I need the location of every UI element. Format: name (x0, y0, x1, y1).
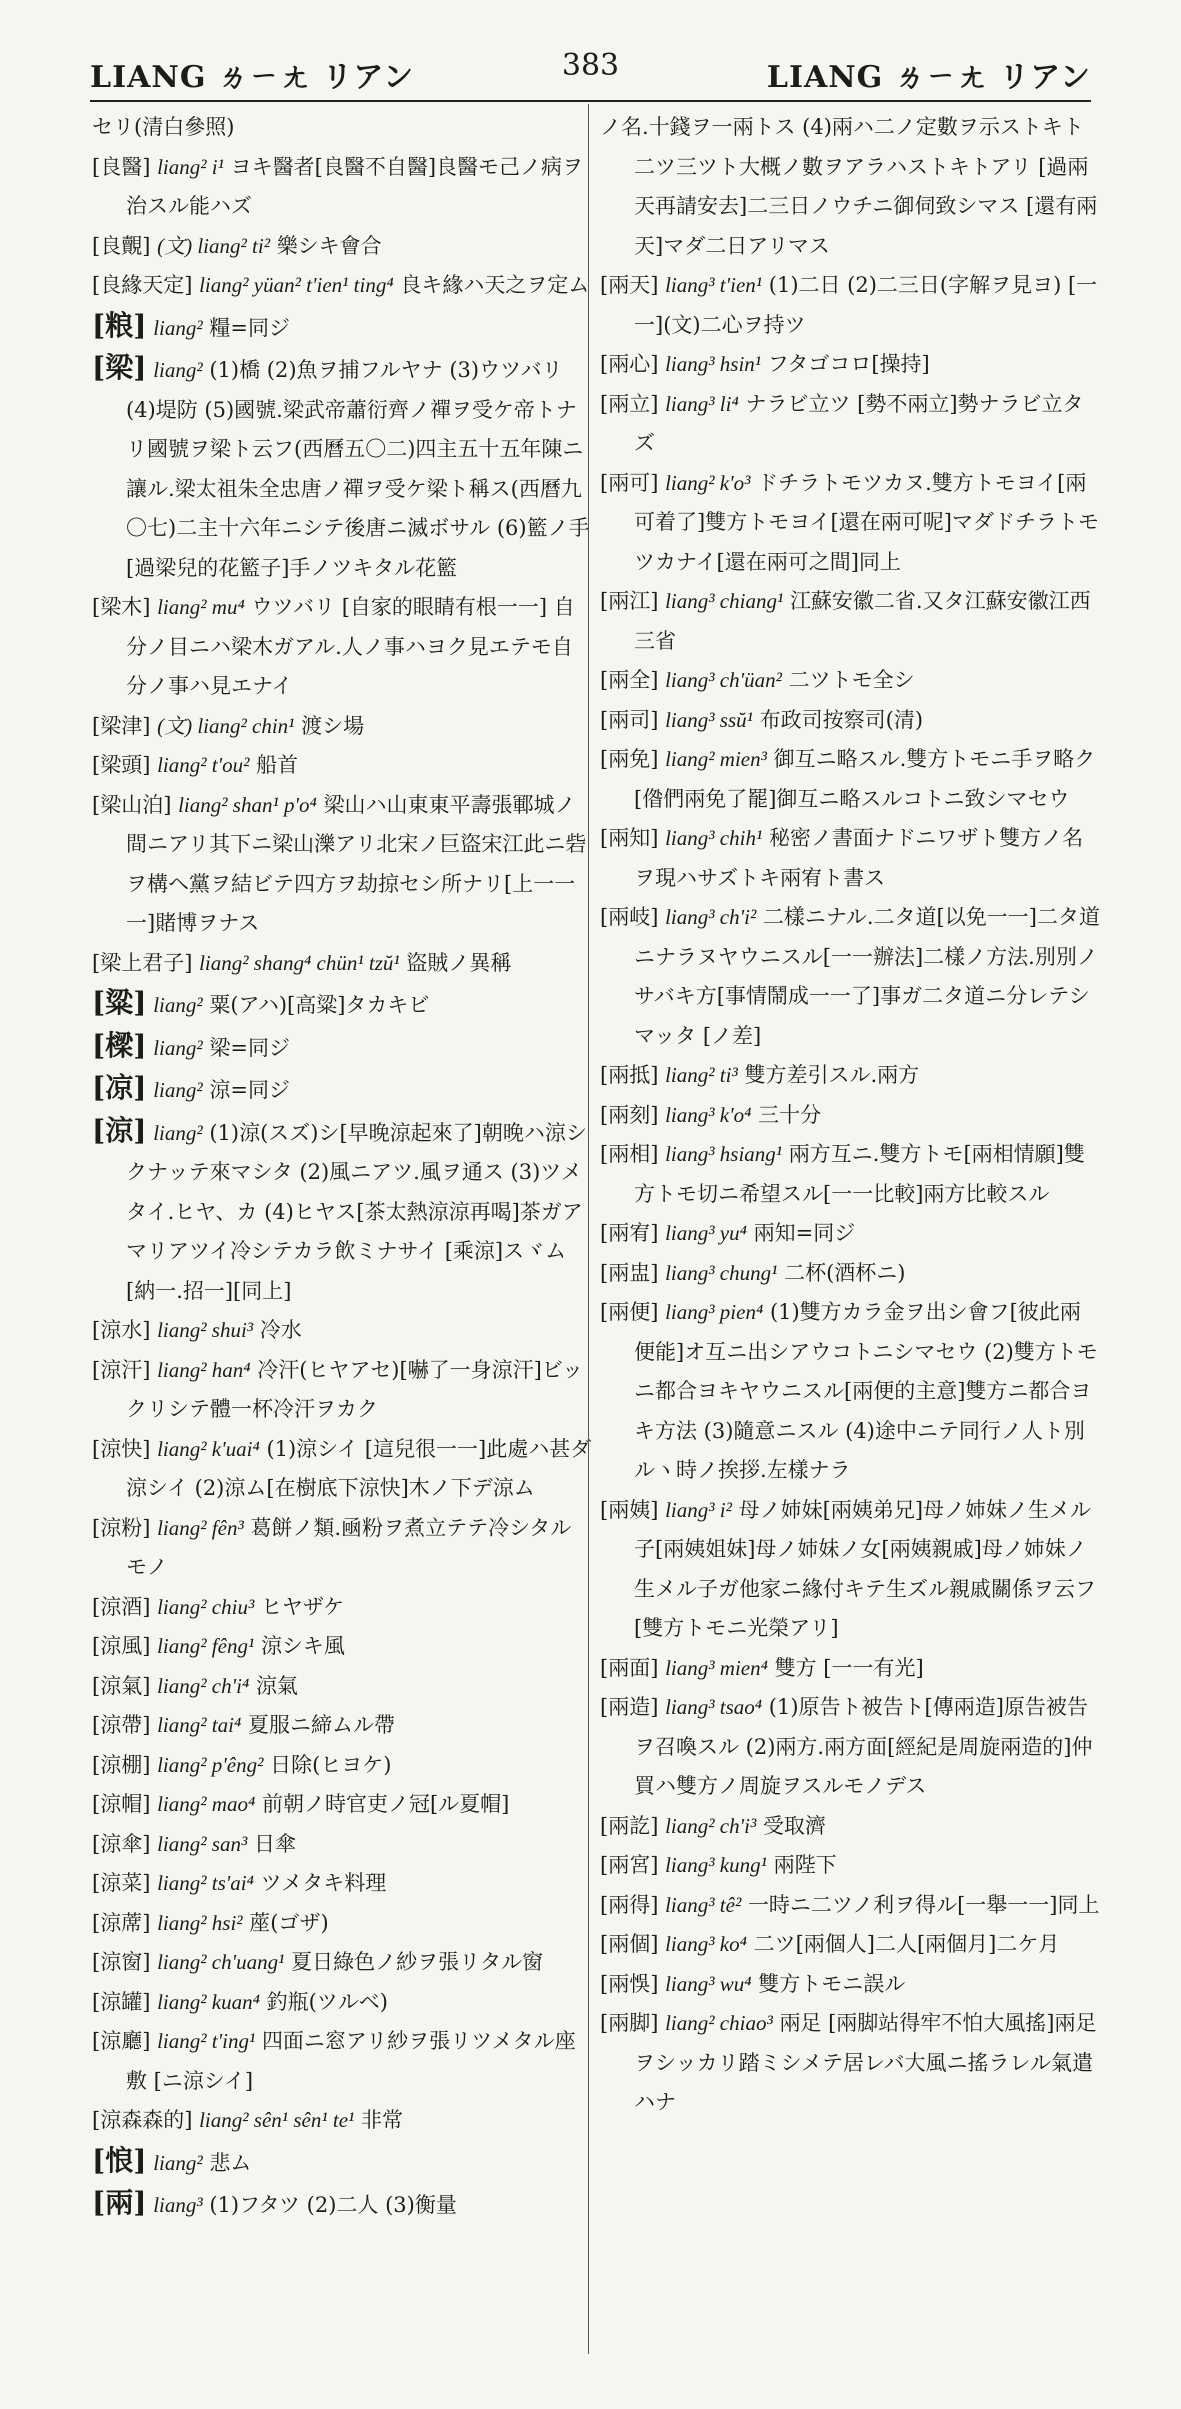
entry-headword: [兩宥] (600, 1221, 659, 1245)
entry-definition: (1)原告ト被告ト[傳兩造]原告被告ヲ召喚スル (2)兩方.兩方面[經紀是周旋兩造的]仲買ハ雙方ノ周旋ヲスルモノデス (634, 1695, 1093, 1798)
dictionary-entry (600, 1688, 1100, 1807)
entry-headword: [涼快] (92, 1436, 151, 1461)
entry-definition: 二ツトモ全シ (788, 668, 915, 692)
dictionary-entry (92, 1746, 592, 1786)
entry-headword: [涼廳] (92, 2029, 151, 2053)
dictionary-entry (600, 701, 1100, 741)
dictionary-entry (600, 1056, 1100, 1096)
entry-definition: (1)涼(スズ)シ[早晚涼起來了]朝晚ハ涼シクナッテ來マシタ (2)風ニアツ.風ヲ通ス (3)ツメタイ.ヒヤ、カ (4)ヒヤス[茶太熱涼涼再喝]茶ガアマリアツイ冷シテカラ飲ミナサイ [乘涼]スヾム [納一.招一][同上] (126, 1120, 587, 1303)
dictionary-entry (600, 1965, 1100, 2005)
entry-definition: 布政司按察司(清) (759, 707, 924, 732)
entry-headword: [兩宮] (600, 1853, 659, 1877)
entry-definition: 蓙(ゴザ) (249, 1910, 329, 1935)
entry-romanization: liang² shui³ (157, 1318, 254, 1342)
entry-definition: (1)フタツ (2)二人 (3)衡量 (209, 2193, 457, 2217)
entry-headword: [涼菜] (92, 1871, 151, 1895)
dictionary-entry (600, 108, 1100, 266)
entry-headword: [兩天] (600, 273, 659, 297)
entry-definition: 船首 (256, 753, 299, 777)
entry-definition: 四面ニ窓アリ紗ヲ張リツメタル座敷 [ニ涼シイ] (126, 2029, 576, 2093)
entry-headword: [梁] (92, 351, 147, 384)
entry-definition: 雙方 [一一有光] (774, 1655, 924, 1680)
dictionary-entry (92, 1509, 592, 1588)
entry-definition: ツメタキ料理 (260, 1871, 387, 1895)
entry-definition: 良キ緣ハ天之ヲ定ム (400, 273, 590, 297)
dictionary-entry (600, 1649, 1100, 1689)
entry-romanization: liang³ hsin¹ (665, 352, 762, 376)
entry-romanization: liang² (153, 358, 203, 382)
entry-definition: 兩知=同ジ (753, 1221, 856, 1245)
entry-headword: [涼帶] (92, 1713, 151, 1737)
entry-definition: 非常 (361, 2108, 404, 2132)
entry-romanization: liang³ ch'üan² (665, 668, 782, 692)
entry-romanization: liang² tai⁴ (157, 1713, 242, 1737)
entry-headword: [梁木] (92, 595, 151, 619)
dictionary-entry (600, 385, 1100, 464)
entry-romanization: liang² mu⁴ (157, 595, 245, 619)
entry-definition: ウツバリ [自家的眼睛有根一一] 自分ノ目ニハ梁木ガアル.人ノ事ハヨク見エテモ自分ノ事ハ見エナイ (126, 595, 575, 698)
dictionary-entry (600, 740, 1100, 819)
entry-romanization: liang³ kung¹ (665, 1853, 767, 1877)
entry-headword: [涼森森的] (92, 2108, 193, 2132)
entry-romanization: liang² yüan² t'ien¹ ting⁴ (199, 273, 394, 297)
dictionary-entry (600, 1925, 1100, 1965)
dictionary-entry (92, 1111, 592, 1312)
entry-headword: [兩個] (600, 1932, 659, 1956)
dictionary-entry (600, 266, 1100, 345)
entry-definition: 雙方トモニ誤ル (758, 1971, 906, 1996)
entry-romanization: liang² (153, 1078, 203, 1102)
entry-headword: [涼水] (92, 1318, 151, 1342)
dictionary-entry (92, 944, 592, 984)
dictionary-entry (92, 1311, 592, 1351)
entry-romanization: liang² shang⁴ chün¹ tzŭ¹ (199, 950, 400, 975)
entry-romanization: liang³ mien⁴ (665, 1655, 768, 1680)
entry-romanization: (文) liang² ti² (157, 233, 270, 258)
dictionary-entry (92, 1026, 592, 1069)
entry-definition: 夏服ニ締ムル帶 (247, 1713, 395, 1737)
entry-romanization: liang³ chih¹ (665, 826, 763, 850)
entry-romanization: liang² mien³ (665, 747, 767, 771)
entry-definition: 受取濟 (762, 1813, 826, 1838)
entry-definition: (1)雙方カラ金ヲ出シ會フ[彼此兩便能]オ互ニ出シアウコトニシマセウ (2)雙方トモニ都合ヨキヤウニスル[兩便的主意]雙方ニ都合ヨキ方法 (3)隨意ニスル (4)途中ニテ同行ノ人ト別ルヽ時ノ挨拶.左樣ナラ (634, 1300, 1098, 1482)
dictionary-entry (92, 1430, 592, 1509)
entry-definition: 御互ニ略スル.雙方トモニ手ヲ略ク[偺們兩免了罷]御互ニ略スルコトニ致シマセウ (634, 747, 1096, 811)
entry-headword: [兩造] (600, 1695, 659, 1719)
entry-headword: [兩訖] (600, 1813, 659, 1838)
entry-romanization: liang³ pien⁴ (665, 1300, 764, 1324)
entry-romanization: liang² k'o³ (665, 470, 751, 495)
entry-definition: 粟(アハ)[高粱]タカキビ (209, 993, 430, 1017)
dictionary-entry (600, 1846, 1100, 1886)
dictionary-entry (600, 2004, 1100, 2123)
entry-romanization: liang² sên¹ sên¹ te¹ (199, 2108, 355, 2132)
entry-romanization: liang² i¹ (157, 154, 224, 179)
entry-definition: 悲ム (209, 2150, 252, 2175)
entry-headword: [良醫] (92, 154, 151, 179)
entry-romanization: liang² p'êng² (157, 1752, 264, 1777)
entry-romanization: liang² (153, 2150, 203, 2175)
dictionary-entry (92, 746, 592, 786)
entry-romanization: liang² shan¹ p'o⁴ (178, 792, 317, 817)
dictionary-entry (92, 148, 592, 227)
entry-definition: 兩陛下 (773, 1853, 837, 1877)
entry-definition: 梁山ハ山東東平壽張鄆城ノ間ニアリ其下ニ梁山濼アリ北宋ノ巨盜宋江此ニ砦ヲ構ヘ黨ヲ結ビテ四方ヲ劫掠セシ所ナリ[上一一一]賭博ヲナス (126, 792, 587, 935)
entry-headword: [粱] (92, 986, 147, 1019)
entry-headword: [涼蓆] (92, 1910, 151, 1935)
entry-headword: [樑] (92, 1028, 147, 1062)
dictionary-entry (92, 1864, 592, 1904)
entry-romanization: liang³ tê² (665, 1892, 742, 1917)
dictionary-entry (92, 2022, 592, 2101)
header-rule (90, 100, 1091, 102)
entry-romanization: liang² chiu³ (157, 1594, 255, 1619)
right-column (600, 108, 1100, 2348)
entry-romanization: liang³ chung¹ (665, 1260, 778, 1285)
entry-headword: [兩知] (600, 826, 659, 850)
dictionary-entry (92, 108, 592, 148)
dictionary-entry (92, 1785, 592, 1825)
dictionary-entry (600, 1807, 1100, 1847)
dictionary-entry (92, 266, 592, 306)
dictionary-entry (92, 786, 592, 944)
entry-headword: [兩江] (600, 589, 659, 613)
entry-headword: [梁津] (92, 713, 151, 738)
entry-romanization: liang² t'ing¹ (157, 2029, 256, 2053)
entry-definition: 二樣ニナル.二タ道[以免一一]二タ道ニナラヌヤウニスル[一一辦法]二樣ノ方法.別別ノサバキ方[事情鬧成一一了]事ガ二タ道ニ分レテシマッタ [ノ差] (634, 905, 1100, 1048)
entry-headword: [兩刻] (600, 1102, 659, 1127)
dictionary-entry (92, 348, 592, 588)
entry-headword: [悢] (92, 2143, 147, 2177)
entry-definition: セリ(清白參照) (92, 115, 235, 139)
left-column (92, 108, 592, 2348)
dictionary-entry (600, 464, 1100, 583)
entry-headword: [兩盅] (600, 1260, 659, 1285)
dictionary-entry (600, 345, 1100, 385)
entry-romanization: liang² (153, 315, 203, 340)
column-divider (588, 104, 589, 2354)
entry-romanization: liang² san³ (157, 1831, 248, 1856)
entry-definition: 夏日綠色ノ紗ヲ張リタル窗 (291, 1950, 544, 1974)
dictionary-entry (92, 983, 592, 1026)
entry-headword: [兩抵] (600, 1063, 659, 1087)
entry-definition: 秘密ノ書面ナドニワザト雙方ノ名ヲ現ハサズトキ兩宥ト書ス (634, 826, 1084, 890)
entry-romanization: liang² fêng¹ (157, 1634, 255, 1658)
entry-headword: [涼棚] (92, 1752, 151, 1777)
entry-definition: 前朝ノ時官吏ノ冠[ル夏帽] (261, 1792, 510, 1816)
entry-definition: (1)涼シイ [這兒很一一]此處ハ甚ダ涼シイ (2)涼ム[在樹底下涼快]木ノ下デ涼ム (126, 1436, 592, 1500)
entry-headword: [兩] (92, 2186, 147, 2219)
dictionary-entry (92, 1588, 592, 1628)
dictionary-entry (600, 898, 1100, 1056)
dictionary-entry (92, 2101, 592, 2141)
entry-definition: 盜賊ノ異稱 (406, 950, 512, 975)
entry-headword: [兩免] (600, 747, 659, 771)
entry-headword: [梁山泊] (92, 792, 172, 817)
entry-definition: ヨキ醫者[良醫不自醫]良醫モ己ノ病ヲ治スル能ハズ (126, 154, 584, 218)
dictionary-entry (92, 1068, 592, 1111)
entry-romanization: liang³ tsao⁴ (665, 1695, 763, 1719)
entry-headword: [涼傘] (92, 1831, 151, 1856)
entry-definition: 二杯(酒杯ニ) (784, 1260, 906, 1285)
entry-definition: 雙方差引スル.兩方 (744, 1063, 920, 1087)
entry-definition: 葛餅ノ類.凾粉ヲ煮立テテ冷シタルモノ (126, 1515, 572, 1579)
entry-headword: [涼帽] (92, 1792, 151, 1816)
entry-romanization: liang³ ssŭ¹ (665, 707, 753, 732)
entry-headword: [涼罐] (92, 1989, 151, 2014)
entry-romanization: liang² mao⁴ (157, 1792, 256, 1816)
entry-romanization: liang³ t'ien¹ (665, 273, 763, 297)
entry-romanization: liang³ ch'i² (665, 905, 757, 929)
entry-romanization: liang² k'uai⁴ (157, 1436, 260, 1461)
dictionary-entry (600, 819, 1100, 898)
running-header (90, 40, 1091, 100)
dictionary-entry (92, 1627, 592, 1667)
entry-romanization: liang² han⁴ (157, 1357, 251, 1382)
entry-definition: フタゴコロ[操持] (767, 352, 930, 376)
entry-headword: [兩得] (600, 1892, 659, 1917)
entry-headword: [涼風] (92, 1634, 151, 1658)
entry-headword: [兩立] (600, 391, 659, 416)
dictionary-entry (92, 588, 592, 707)
entry-headword: [兩可] (600, 470, 659, 495)
entry-definition: 母ノ姉妹[兩姨弟兄]母ノ姉妹ノ生メル子[兩姨姐妹]母ノ姉妹ノ女[兩姨親戚]母ノ姉妹ノ生メル子ガ他家ニ緣付キテ生ズル親戚關係ヲ云フ [雙方トモニ光榮アリ] (634, 1497, 1096, 1640)
entry-romanization: (文) liang² chin¹ (157, 713, 295, 738)
entry-definition: 一時ニ二ツノ利ヲ得ル[一舉一一]同上 (747, 1892, 1100, 1917)
entry-definition: 三十分 (758, 1102, 822, 1127)
dictionary-entry (92, 1983, 592, 2023)
entry-romanization: liang² ts'ai⁴ (157, 1871, 254, 1895)
entry-definition: (1)二日 (2)二三日(字解ヲ見ヨ) [一一](文)二心ヲ持ツ (634, 273, 1098, 337)
entry-romanization: liang² ch'i³ (665, 1813, 757, 1838)
dictionary-entry (92, 2183, 592, 2226)
dictionary-entry (600, 1214, 1100, 1254)
entry-headword: [涼酒] (92, 1594, 151, 1619)
entry-definition: 糧=同ジ (209, 315, 290, 340)
entry-headword: [兩全] (600, 668, 659, 692)
entry-definition: 江蘇安徽二省.又タ江蘇安徽江西三省 (634, 589, 1091, 653)
entry-definition: (1)橋 (2)魚ヲ捕フルヤナ (3)ウツバリ (4)堤防 (5)國號.梁武帝蕭衍齊ノ禪ヲ受ケ帝トナリ國號ヲ梁ト云フ(西曆五〇二)四主五十五年陳ニ讓ル.梁太祖朱全忠唐ノ禪ヲ受ケ梁ト稱ス(西曆九〇七)二主十六年ニシテ後唐ニ滅ボサル (6)籃ノ手[過梁兒的花籃子]手ノツキタル花籃 (126, 358, 590, 580)
entry-headword: [涼粉] (92, 1515, 151, 1540)
dictionary-entry (92, 227, 592, 267)
entry-headword: [兩姨] (600, 1497, 659, 1522)
entry-headword: [梁頭] (92, 753, 151, 777)
header-left: LIANG ㄌㄧㄤ リアン (90, 60, 415, 95)
entry-headword: [兩悞] (600, 1971, 659, 1996)
entry-headword: [梁上君子] (92, 950, 193, 975)
entry-romanization: liang³ li⁴ (665, 391, 739, 416)
dictionary-entry (92, 1825, 592, 1865)
entry-romanization: liang³ (153, 2193, 203, 2217)
entry-headword: [兩便] (600, 1300, 659, 1324)
entry-romanization: liang² fên³ (157, 1515, 244, 1540)
entry-headword: [良緣天定] (92, 273, 193, 297)
dictionary-entry (92, 1706, 592, 1746)
dictionary-entry (600, 1293, 1100, 1491)
entry-definition: ノ名.十錢ヲ一兩トス (4)兩ハ二ノ定數ヲ示ストキト二ツ三ツト大概ノ數ヲアラハストキトアリ [過兩天再請安去]二三日ノウチニ御伺致シマス [還有兩天]マダ二日アリマス (600, 115, 1098, 258)
entry-headword: [凉] (92, 1071, 147, 1104)
entry-romanization: liang² (153, 1120, 203, 1145)
entry-romanization: liang² (153, 1035, 203, 1060)
entry-romanization: liang³ ko⁴ (665, 1932, 747, 1956)
entry-headword: [兩岐] (600, 905, 659, 929)
entry-definition: 兩足 [兩脚站得牢不怕大風搖]兩足ヲシッカリ踏ミシメテ居レバ大風ニ搖ラレル氣遣ハナ (634, 2011, 1097, 2114)
header-right: LIANG ㄌㄧㄤ リアン (766, 60, 1091, 95)
entry-headword: [涼氣] (92, 1673, 151, 1698)
entry-romanization: liang² t'ou² (157, 753, 250, 777)
entry-romanization: liang² ch'uang¹ (157, 1950, 285, 1974)
dictionary-entry (92, 1904, 592, 1944)
entry-romanization: liang³ wu⁴ (665, 1971, 752, 1996)
dictionary-entry (600, 1886, 1100, 1926)
dictionary-entry (600, 1491, 1100, 1649)
dictionary-entry (92, 306, 592, 349)
entry-romanization: liang³ i² (665, 1497, 732, 1522)
entry-definition: ドチラトモツカヌ.雙方トモヨイ[兩可着了]雙方トモヨイ[還在兩可呢]マダドチラトモツカナイ[還在兩可之間]同上 (634, 470, 1099, 574)
dictionary-entry (600, 1254, 1100, 1294)
dictionary-entry (600, 1096, 1100, 1136)
entry-definition: 樂シキ會合 (276, 233, 382, 258)
page-number: 383 (561, 48, 620, 83)
entry-definition: 渡シ場 (301, 713, 365, 738)
entry-romanization: liang³ chiang¹ (665, 589, 784, 613)
entry-romanization: liang² ch'i⁴ (157, 1673, 250, 1698)
dictionary-entry (92, 1943, 592, 1983)
dictionary-entry (92, 2141, 592, 2184)
entry-definition: ナラビ立ツ [勢不兩立]勢ナラビ立タズ (634, 391, 1084, 455)
entry-definition: 兩方互ニ.雙方トモ[兩相情願]雙方トモ切ニ希望スル[一一比較]兩方比較スル (634, 1142, 1085, 1206)
entry-romanization: liang³ yu⁴ (665, 1221, 747, 1245)
dictionary-entry (600, 1135, 1100, 1214)
entry-definition: 涼=同ジ (209, 1078, 290, 1102)
dictionary-entry (92, 1667, 592, 1707)
entry-headword: [良覿] (92, 233, 151, 258)
entry-romanization: liang³ k'o⁴ (665, 1102, 752, 1127)
entry-definition: 梁=同ジ (209, 1035, 290, 1060)
entry-definition: 二ツ[兩個人]二人[兩個月]二ケ月 (753, 1932, 1060, 1956)
dictionary-entry (92, 1351, 592, 1430)
entry-definition: 涼シキ風 (260, 1634, 345, 1658)
entry-headword: [涼汗] (92, 1357, 151, 1382)
entry-headword: [兩心] (600, 352, 659, 376)
entry-romanization: liang² (153, 993, 203, 1017)
entry-headword: [涼窗] (92, 1950, 151, 1974)
entry-headword: [涼] (92, 1113, 147, 1147)
entry-romanization: liang² hsi² (157, 1910, 243, 1935)
entry-definition: 釣瓶(ツルベ) (266, 1989, 388, 2014)
entry-romanization: liang² chiao³ (665, 2011, 773, 2035)
entry-definition: 日除(ヒヨケ) (270, 1752, 392, 1777)
dictionary-entry (92, 707, 592, 747)
entry-definition: ヒヤザケ (260, 1594, 345, 1619)
entry-romanization: liang³ hsiang¹ (665, 1142, 783, 1166)
entry-definition: 冷水 (259, 1318, 302, 1342)
entry-headword: [粮] (92, 308, 147, 342)
entry-definition: 日傘 (253, 1831, 296, 1856)
entry-romanization: liang² ti³ (665, 1063, 738, 1087)
entry-definition: 冷汗(ヒヤアセ)[嚇了一身涼汗]ビックリシテ體一杯冷汗ヲカク (126, 1357, 584, 1421)
dictionary-entry (600, 661, 1100, 701)
entry-headword: [兩司] (600, 707, 659, 732)
entry-headword: [兩脚] (600, 2011, 659, 2035)
entry-headword: [兩相] (600, 1142, 659, 1166)
entry-headword: [兩面] (600, 1655, 659, 1680)
entry-definition: 涼氣 (255, 1673, 298, 1698)
dictionary-entry (600, 582, 1100, 661)
entry-romanization: liang² kuan⁴ (157, 1989, 260, 2014)
